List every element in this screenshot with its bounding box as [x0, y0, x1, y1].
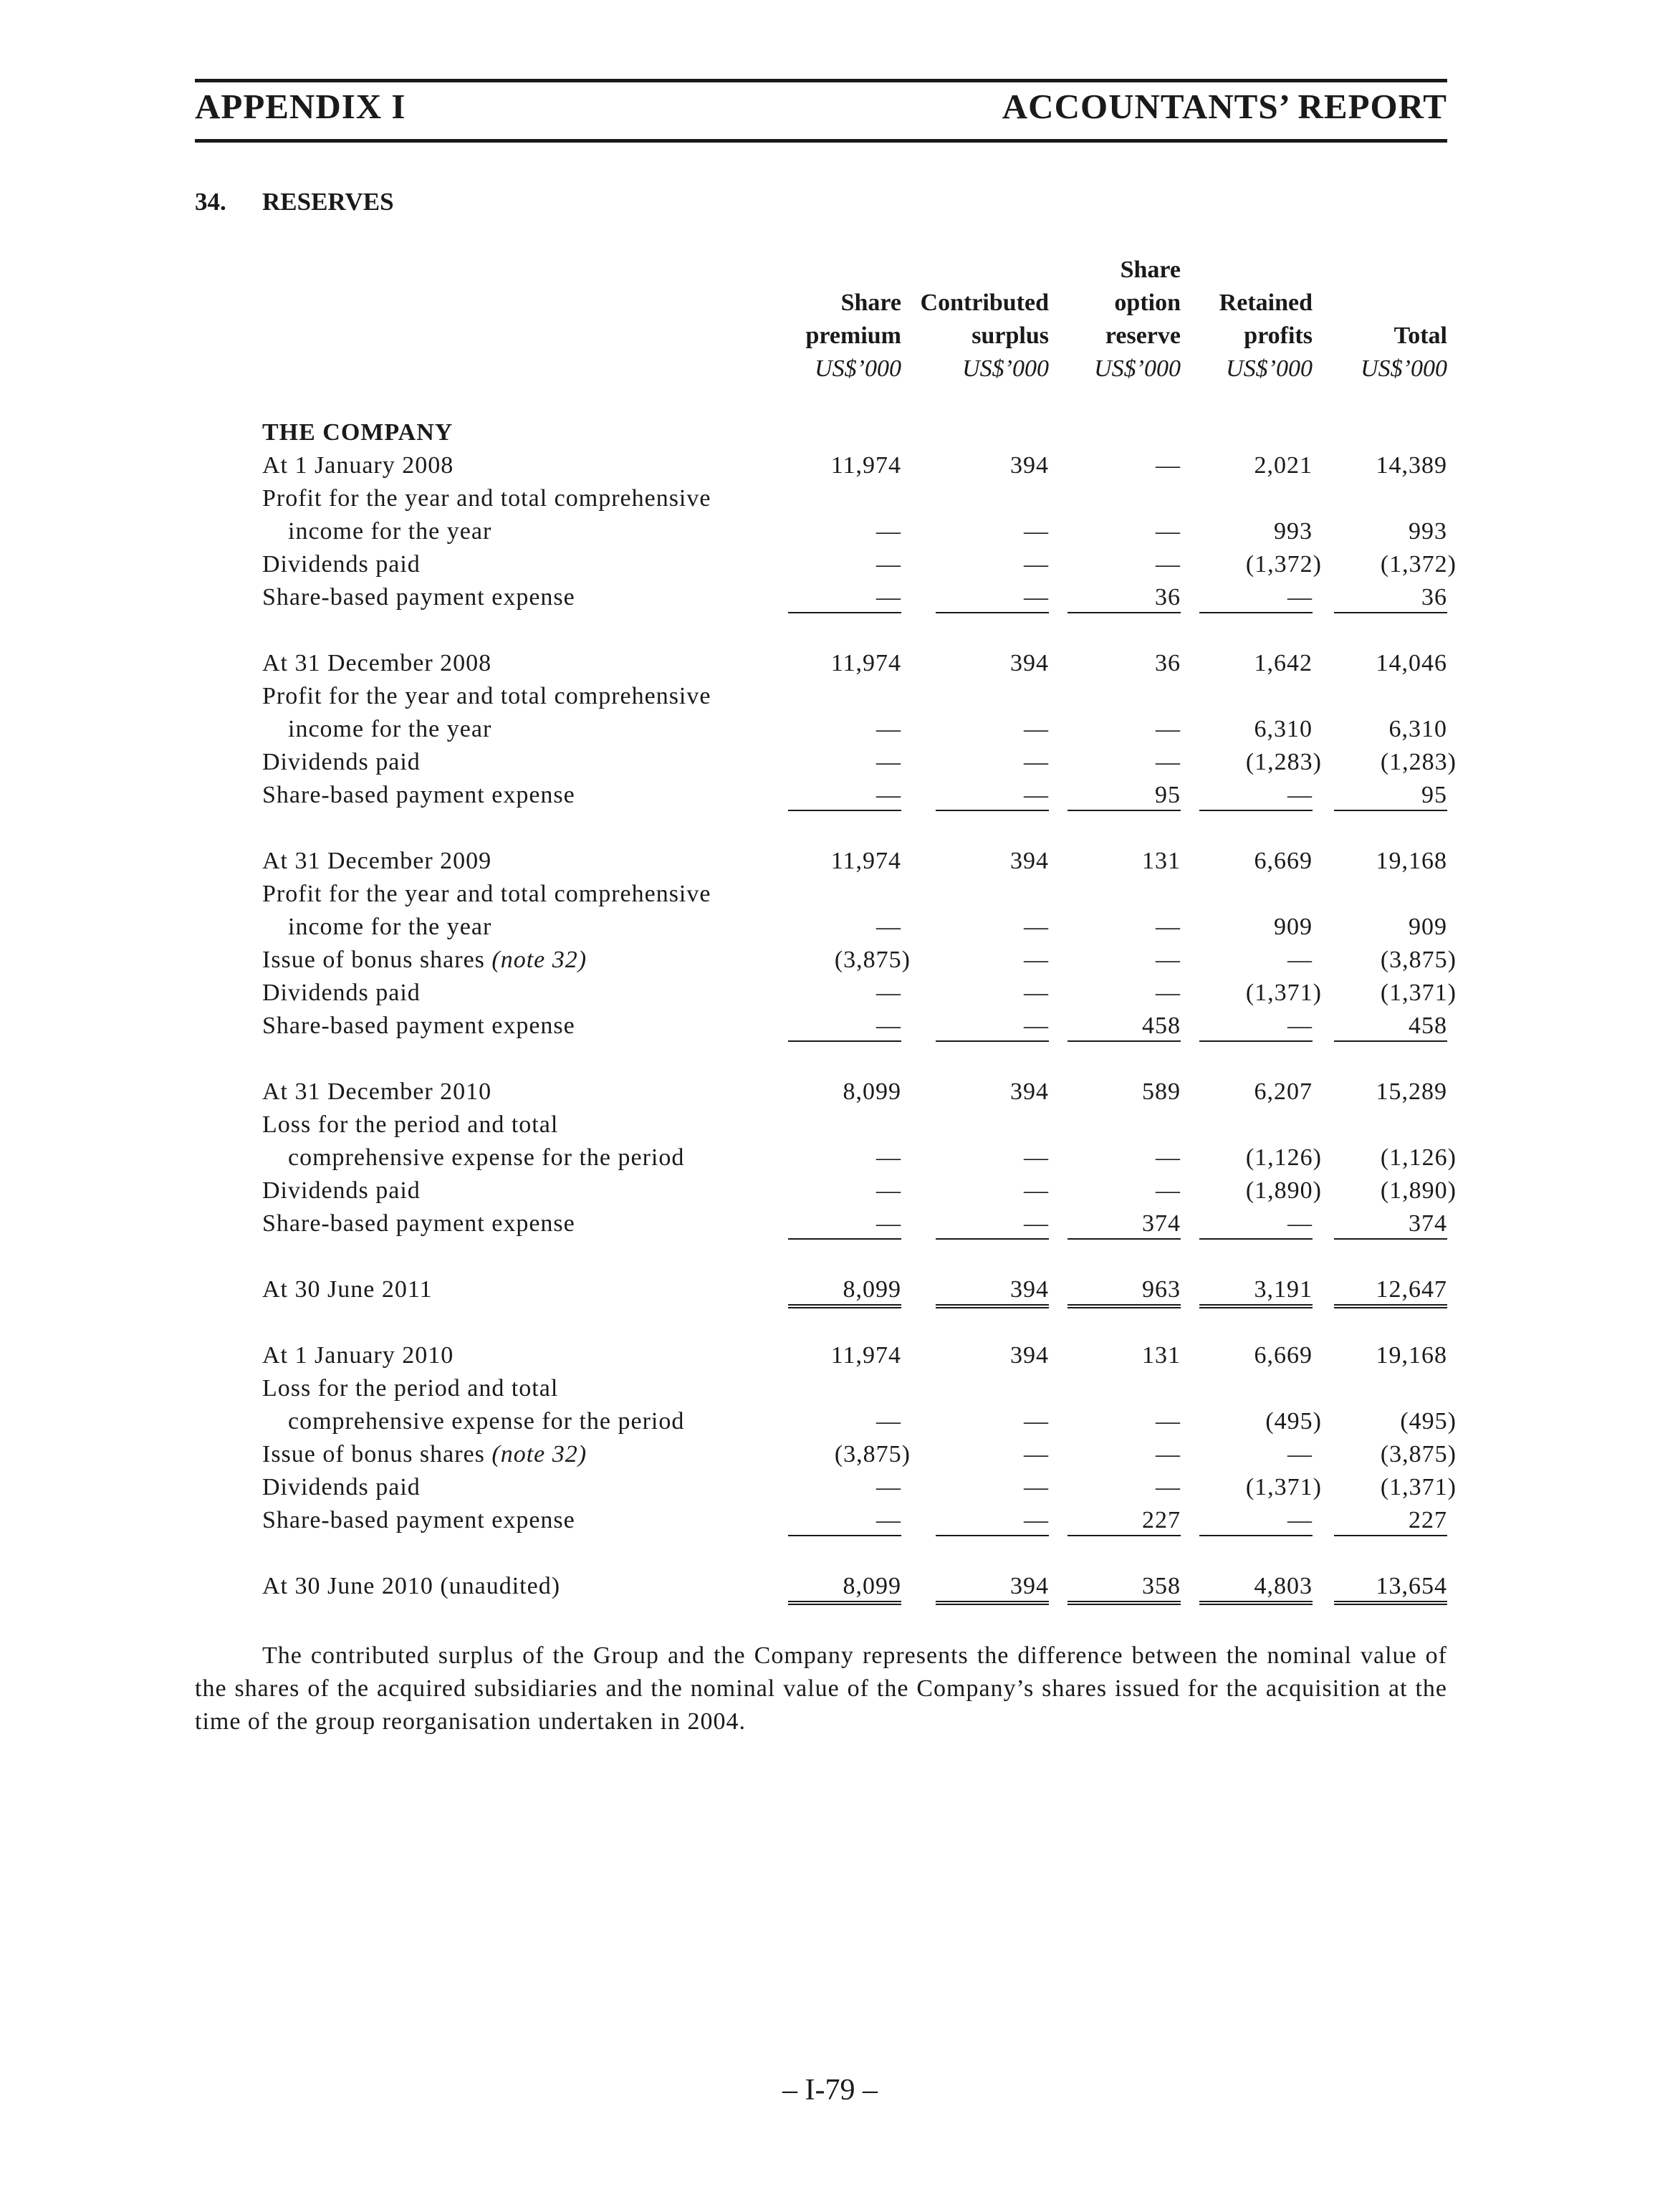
- column-unit: US$’000: [1094, 355, 1181, 382]
- row-label: [262, 1441, 587, 1468]
- cell-retained-profits: —: [1287, 1441, 1313, 1468]
- column-header-line: premium: [805, 322, 901, 349]
- cell-retained-profits: 4,803: [1199, 1573, 1313, 1605]
- row-label: [262, 485, 711, 512]
- row-label: [262, 650, 491, 677]
- column-header-line: [1333, 254, 1447, 287]
- cell-contributed-surplus: 394: [1010, 1342, 1049, 1369]
- cell-share-premium: —: [876, 1144, 901, 1171]
- cell-retained-profits: (1,890): [1245, 1177, 1322, 1204]
- column-unit: US$’000: [962, 355, 1049, 382]
- cell-total: 14,046: [1376, 650, 1447, 676]
- table-row: [0, 1210, 1660, 1243]
- cell-contributed-surplus: —: [1024, 980, 1049, 1006]
- cell-share-option-reserve: 358: [1068, 1573, 1181, 1605]
- table-row: [0, 683, 1660, 716]
- cell-retained-profits: —: [1287, 947, 1313, 973]
- table-row: [0, 1573, 1660, 1606]
- row-label-text: Dividends paid: [262, 1177, 421, 1204]
- cell-contributed-surplus: —: [936, 1012, 1049, 1042]
- row-label: [262, 848, 491, 875]
- table-row: [0, 1144, 1660, 1177]
- row-label-text: income for the year: [288, 716, 492, 742]
- row-label-text: Issue of bonus shares: [262, 947, 485, 973]
- cell-share-option-reserve: —: [1156, 947, 1181, 973]
- column-header-line: surplus: [971, 322, 1049, 349]
- row-label-text: income for the year: [288, 914, 492, 940]
- cell-total: (1,372): [1380, 551, 1457, 578]
- cell-retained-profits: —: [1199, 1012, 1313, 1042]
- table-row: [0, 1078, 1660, 1111]
- cell-retained-profits: (1,126): [1245, 1144, 1322, 1171]
- cell-share-premium: (3,875): [834, 1441, 911, 1468]
- row-label: [262, 1342, 454, 1369]
- row-label: [262, 551, 421, 578]
- row-label: [262, 1111, 558, 1139]
- cell-share-premium: 8,099: [788, 1573, 901, 1605]
- row-label: [262, 980, 421, 1007]
- cell-contributed-surplus: —: [936, 1210, 1049, 1240]
- table-row: [0, 551, 1660, 584]
- row-label-text: Share-based payment expense: [262, 584, 575, 611]
- paragraph-text: The contributed surplus of the Group and the Company represents the difference between the nominal value of the shares of the acquired subsidiaries and the nominal value of the Company’s shares issued for the acquisition at the time of the group reorganisation undertaken in 2004.: [195, 1642, 1447, 1735]
- row-label-text: At 1 January 2008: [262, 452, 454, 479]
- cell-share-option-reserve: —: [1156, 980, 1181, 1006]
- header-top-rule: [195, 79, 1447, 82]
- table-row: [0, 485, 1660, 518]
- cell-contributed-surplus: 394: [1010, 650, 1049, 676]
- cell-share-option-reserve: 227: [1068, 1507, 1181, 1536]
- cell-share-premium: 11,974: [830, 1342, 901, 1369]
- cell-total: (495): [1400, 1408, 1457, 1435]
- cell-contributed-surplus: —: [1024, 947, 1049, 973]
- cell-contributed-surplus: —: [1024, 518, 1049, 545]
- cell-contributed-surplus: —: [936, 1507, 1049, 1536]
- cell-share-premium: —: [876, 518, 901, 545]
- cell-contributed-surplus: —: [1024, 1408, 1049, 1435]
- cell-retained-profits: 1,642: [1254, 650, 1313, 676]
- cell-share-option-reserve: —: [1156, 1441, 1181, 1468]
- row-label: [262, 749, 421, 776]
- row-label-text: At 30 June 2011: [262, 1276, 433, 1303]
- cell-total: 993: [1409, 518, 1447, 545]
- cell-total: (1,371): [1380, 1474, 1457, 1500]
- row-label-text: Share-based payment expense: [262, 1507, 575, 1533]
- row-label-text: At 31 December 2010: [262, 1078, 492, 1105]
- cell-retained-profits: 2,021: [1254, 452, 1313, 479]
- table-row: [0, 1441, 1660, 1474]
- cell-total: (1,890): [1380, 1177, 1457, 1204]
- cell-total: (1,126): [1380, 1144, 1457, 1171]
- column-header-line: Total: [1393, 322, 1447, 349]
- row-label-text: Loss for the period and total: [262, 1375, 559, 1402]
- row-note: (note 32): [491, 1441, 587, 1468]
- cell-share-option-reserve: —: [1156, 749, 1181, 775]
- cell-share-premium: —: [788, 584, 901, 613]
- row-label: [262, 452, 454, 479]
- column-unit: US$’000: [1226, 355, 1313, 382]
- row-label: [262, 1078, 491, 1106]
- cell-share-premium: (3,875): [834, 947, 911, 973]
- cell-share-option-reserve: —: [1156, 914, 1181, 940]
- cell-retained-profits: (1,371): [1245, 1474, 1322, 1500]
- cell-share-premium: 11,974: [830, 650, 901, 676]
- cell-share-premium: —: [788, 1210, 901, 1240]
- cell-contributed-surplus: —: [1024, 551, 1049, 578]
- cell-total: 909: [1409, 914, 1447, 940]
- cell-share-premium: —: [876, 1177, 901, 1204]
- cell-retained-profits: 6,669: [1254, 848, 1313, 874]
- row-label: [262, 947, 587, 974]
- table-row: [0, 1375, 1660, 1408]
- cell-share-option-reserve: 374: [1068, 1210, 1181, 1240]
- cell-total: 6,310: [1388, 716, 1447, 742]
- row-label-text: Share-based payment expense: [262, 1210, 575, 1237]
- cell-contributed-surplus: 394: [1010, 452, 1049, 479]
- section-number: 34.: [195, 188, 226, 216]
- cell-retained-profits: (1,283): [1245, 749, 1322, 775]
- cell-total: 36: [1334, 584, 1447, 613]
- column-header-share-option-reserve: [1066, 254, 1181, 386]
- cell-share-premium: 8,099: [843, 1078, 901, 1105]
- row-label-text: income for the year: [288, 518, 492, 545]
- cell-contributed-surplus: —: [1024, 1441, 1049, 1468]
- cell-total: 19,168: [1376, 1342, 1447, 1369]
- cell-share-option-reserve: —: [1156, 518, 1181, 545]
- cell-share-option-reserve: —: [1156, 1408, 1181, 1435]
- cell-contributed-surplus: —: [936, 584, 1049, 613]
- cell-share-premium: —: [876, 914, 901, 940]
- cell-total: 19,168: [1376, 848, 1447, 874]
- cell-contributed-surplus: 394: [936, 1276, 1049, 1308]
- cell-contributed-surplus: —: [1024, 716, 1049, 742]
- row-label-text: Profit for the year and total comprehensive: [262, 683, 711, 709]
- cell-retained-profits: —: [1199, 584, 1313, 613]
- row-label: [262, 1012, 575, 1040]
- table-row: [0, 584, 1660, 617]
- cell-retained-profits: 6,207: [1254, 1078, 1313, 1105]
- cell-contributed-surplus: —: [1024, 1177, 1049, 1204]
- row-label: [288, 1144, 684, 1172]
- row-label-text: Profit for the year and total comprehensive: [262, 881, 711, 907]
- table-row: [0, 947, 1660, 980]
- column-header-line: [1333, 287, 1447, 320]
- row-label: [262, 1210, 575, 1237]
- cell-share-option-reserve: 36: [1068, 584, 1181, 613]
- cell-retained-profits: 993: [1274, 518, 1313, 545]
- table-row: [0, 1177, 1660, 1210]
- cell-retained-profits: 6,310: [1254, 716, 1313, 742]
- table-row: [0, 1408, 1660, 1441]
- cell-share-premium: —: [876, 749, 901, 775]
- cell-contributed-surplus: —: [1024, 1144, 1049, 1171]
- row-label-text: Issue of bonus shares: [262, 1441, 485, 1468]
- cell-total: 12,647: [1334, 1276, 1447, 1308]
- cell-retained-profits: 909: [1274, 914, 1313, 940]
- cell-total: 227: [1334, 1507, 1447, 1536]
- cell-share-option-reserve: 963: [1068, 1276, 1181, 1308]
- cell-share-option-reserve: 131: [1142, 1342, 1181, 1369]
- row-label-text: Loss for the period and total: [262, 1111, 559, 1138]
- row-label-text: Profit for the year and total comprehensive: [262, 485, 711, 512]
- row-label-text: Share-based payment expense: [262, 1012, 575, 1039]
- cell-retained-profits: 6,669: [1254, 1342, 1313, 1369]
- table-row: [0, 1276, 1660, 1309]
- cell-share-option-reserve: —: [1156, 1474, 1181, 1500]
- row-label: [262, 782, 575, 809]
- table-row: [0, 881, 1660, 914]
- column-header-line: Share: [840, 289, 901, 316]
- table-row: [0, 848, 1660, 881]
- row-label: [262, 584, 575, 611]
- table-row: [0, 914, 1660, 947]
- cell-contributed-surplus: 394: [936, 1573, 1049, 1605]
- row-label: [262, 1276, 433, 1303]
- row-label-text: Dividends paid: [262, 980, 421, 1006]
- cell-share-premium: —: [876, 1408, 901, 1435]
- cell-total: (1,283): [1380, 749, 1457, 775]
- row-label-text: Dividends paid: [262, 749, 421, 775]
- row-label-text: comprehensive expense for the period: [288, 1408, 685, 1435]
- column-unit: US$’000: [815, 355, 901, 382]
- cell-share-option-reserve: —: [1156, 716, 1181, 742]
- table-row: [0, 650, 1660, 683]
- row-label: [262, 1474, 421, 1501]
- cell-share-premium: —: [876, 551, 901, 578]
- cell-share-premium: —: [788, 1507, 901, 1536]
- row-note: (note 32): [491, 947, 587, 973]
- column-header-line: reserve: [1105, 322, 1181, 349]
- section-title: RESERVES: [262, 188, 394, 216]
- row-label-text: comprehensive expense for the period: [288, 1144, 685, 1171]
- cell-share-option-reserve: 36: [1155, 650, 1181, 676]
- row-label-text: Share-based payment expense: [262, 782, 575, 808]
- row-label: [262, 1507, 575, 1534]
- column-header-retained-profits: [1198, 254, 1313, 386]
- cell-retained-profits: (495): [1265, 1408, 1322, 1435]
- cell-share-premium: 11,974: [830, 452, 901, 479]
- row-label: [288, 914, 491, 941]
- row-label-text: THE COMPANY: [262, 419, 454, 446]
- cell-contributed-surplus: 394: [1010, 848, 1049, 874]
- cell-share-option-reserve: —: [1156, 1144, 1181, 1171]
- table-row: [0, 716, 1660, 749]
- cell-share-premium: —: [876, 980, 901, 1006]
- row-label: [288, 716, 491, 743]
- cell-share-option-reserve: —: [1156, 452, 1181, 479]
- cell-total: (3,875): [1380, 1441, 1457, 1468]
- cell-share-premium: 8,099: [788, 1276, 901, 1308]
- cell-total: (3,875): [1380, 947, 1457, 973]
- cell-contributed-surplus: —: [1024, 914, 1049, 940]
- table-row: [0, 1342, 1660, 1375]
- row-label-text: At 30 June 2010 (unaudited): [262, 1573, 561, 1599]
- cell-retained-profits: —: [1199, 1507, 1313, 1536]
- cell-total: 374: [1334, 1210, 1447, 1240]
- cell-total: 95: [1334, 782, 1447, 811]
- table-row: [0, 452, 1660, 485]
- row-label: [262, 1177, 421, 1205]
- column-header-line: Retained: [1219, 289, 1313, 316]
- cell-retained-profits: (1,372): [1245, 551, 1322, 578]
- cell-retained-profits: —: [1199, 1210, 1313, 1240]
- cell-retained-profits: —: [1199, 782, 1313, 811]
- row-label-text: Dividends paid: [262, 551, 421, 578]
- cell-share-premium: —: [876, 716, 901, 742]
- cell-share-option-reserve: 95: [1068, 782, 1181, 811]
- column-header-total: [1333, 254, 1447, 386]
- row-label: [262, 1375, 558, 1402]
- cell-contributed-surplus: —: [936, 782, 1049, 811]
- table-row: [0, 1012, 1660, 1045]
- cell-share-premium: —: [876, 1474, 901, 1500]
- row-label: [262, 1573, 560, 1600]
- column-header-line: option: [1114, 289, 1181, 316]
- column-header-line: [779, 254, 901, 287]
- cell-total: 13,654: [1334, 1573, 1447, 1605]
- row-label-text: Dividends paid: [262, 1474, 421, 1500]
- column-header-line: [913, 254, 1049, 287]
- column-header-share-premium: [779, 254, 901, 386]
- cell-contributed-surplus: —: [1024, 749, 1049, 775]
- table-row: [0, 419, 1660, 452]
- cell-share-option-reserve: 458: [1068, 1012, 1181, 1042]
- table-row: [0, 1474, 1660, 1507]
- row-label-text: At 1 January 2010: [262, 1342, 454, 1369]
- page-number: – I-79 –: [782, 2074, 878, 2107]
- row-label: [262, 419, 453, 446]
- row-label-text: At 31 December 2009: [262, 848, 492, 874]
- header-bottom-rule: [195, 139, 1447, 143]
- explanatory-paragraph: [195, 1639, 1447, 1738]
- cell-retained-profits: 3,191: [1199, 1276, 1313, 1308]
- appendix-label: APPENDIX I: [195, 87, 406, 126]
- column-header-line: [1198, 254, 1313, 287]
- section-heading: [195, 188, 394, 216]
- cell-share-premium: —: [788, 782, 901, 811]
- cell-share-premium: —: [788, 1012, 901, 1042]
- table-row: [0, 782, 1660, 815]
- row-label-text: At 31 December 2008: [262, 650, 492, 676]
- column-unit: US$’000: [1361, 355, 1447, 382]
- row-label: [262, 881, 711, 908]
- row-label: [288, 518, 491, 545]
- cell-contributed-surplus: 394: [1010, 1078, 1049, 1105]
- column-header-line: Share: [1120, 257, 1181, 283]
- cell-share-option-reserve: 589: [1142, 1078, 1181, 1105]
- cell-share-option-reserve: —: [1156, 551, 1181, 578]
- row-label: [288, 1408, 684, 1435]
- column-header-line: Contributed: [920, 289, 1049, 316]
- cell-share-premium: 11,974: [830, 848, 901, 874]
- table-row: [0, 1111, 1660, 1144]
- cell-total: 15,289: [1376, 1078, 1447, 1105]
- table-row: [0, 1507, 1660, 1540]
- table-row: [0, 980, 1660, 1012]
- cell-retained-profits: (1,371): [1245, 980, 1322, 1006]
- report-title: ACCOUNTANTS’ REPORT: [1002, 87, 1447, 126]
- cell-contributed-surplus: —: [1024, 1474, 1049, 1500]
- cell-total: 458: [1334, 1012, 1447, 1042]
- cell-share-option-reserve: 131: [1142, 848, 1181, 874]
- cell-share-option-reserve: —: [1156, 1177, 1181, 1204]
- cell-total: 14,389: [1376, 452, 1447, 479]
- column-header-line: profits: [1244, 322, 1313, 349]
- row-label: [262, 683, 711, 710]
- column-header-contributed-surplus: [913, 254, 1049, 386]
- cell-total: (1,371): [1380, 980, 1457, 1006]
- table-row: [0, 518, 1660, 551]
- table-row: [0, 749, 1660, 782]
